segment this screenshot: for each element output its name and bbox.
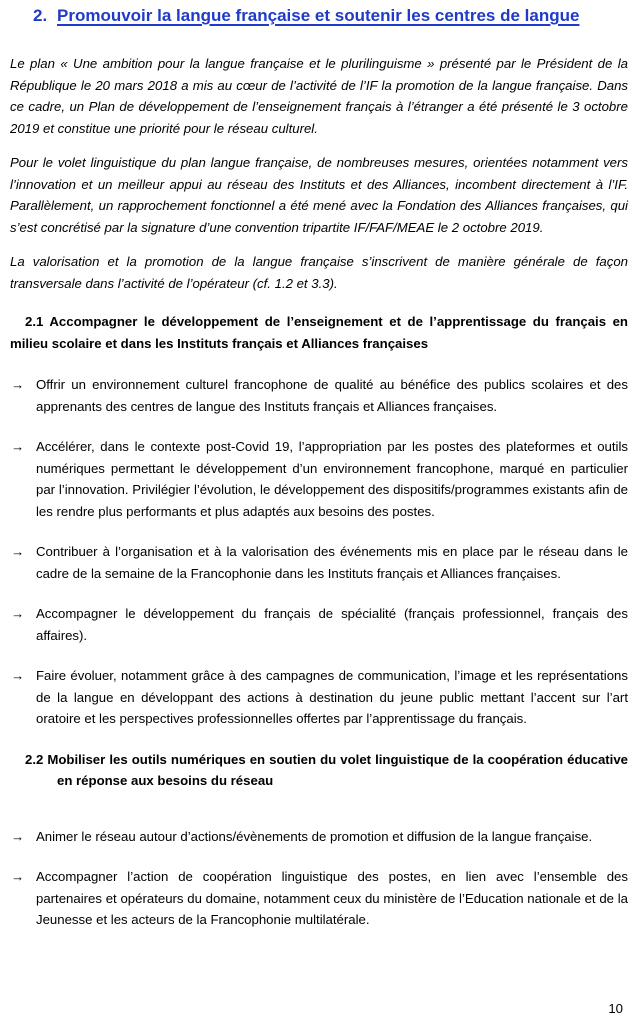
arrow-bullet-icon: → xyxy=(11,439,25,454)
list-item-text: Faire évoluer, notamment grâce à des campagnes de communication, l’image et les représentations de la langue en développant des actions à destination du jeune public mettant l’accent sur l’art oratoire et les perspectives professionnelles offertes par l’apprentissage du français. xyxy=(36,668,628,726)
list-item xyxy=(10,541,628,584)
subsection-title-2-1: 2.1 Accompagner le développement de l’enseignement et de l’apprentissage du français en milieu scolaire et dans les Instituts français et Alliances françaises xyxy=(10,314,628,351)
list-item xyxy=(10,826,628,848)
chapter-heading xyxy=(10,2,628,29)
list-item-text: Accompagner l’action de coopération linguistique des postes, en lien avec l’ensemble des partenaires et opérateurs du domaine, notamment ceux du ministère de l’Education nationale et de la Jeunesse et les acteurs de la Francophonie multilatérale. xyxy=(36,869,628,927)
list-item-text: Animer le réseau autour d’actions/évènements de promotion et diffusion de la langue française. xyxy=(36,828,593,844)
intro-paragraph-1: Le plan « Une ambition pour la langue française et le plurilinguisme » présenté par le Président de la République le 20 mars 2018 a mis au cœur de l’activité de l’IF la promotion de la langue française. Dans ce cadre, un Plan de développement de l’enseignement français à l’étranger a été présenté le 3 octobre 2019 et constitue une priorité pour le réseau culturel. xyxy=(10,56,628,136)
arrow-bullet-icon: → xyxy=(11,869,25,884)
intro-paragraph-3: La valorisation et la promotion de la langue française s’inscrivent de manière générale de façon transversale dans l’activité de l’opérateur (cf. 1.2 et 3.3). xyxy=(10,254,628,291)
arrow-bullet-icon: → xyxy=(11,828,25,844)
list-item-text: Offrir un environnement culturel francophone de qualité au bénéfice des publics scolaires et des apprenants des centres de langue des Instituts français et Alliances françaises. xyxy=(36,377,628,414)
list-item xyxy=(10,436,628,522)
arrow-bullet-icon: → xyxy=(11,606,25,621)
list-item xyxy=(10,374,628,417)
page-number: 10 xyxy=(608,1000,623,1016)
subsection-title-2-2: 2.2 Mobiliser les outils numériques en soutien du volet linguistique de la coopération éducative en réponse aux besoins du réseau xyxy=(25,751,628,788)
chapter-heading-title: Promouvoir la langue française et soutenir les centres de langue xyxy=(57,6,580,25)
list-item xyxy=(10,866,628,931)
list-item-text: Accélérer, dans le contexte post-Covid 19, l’appropriation par les postes des plateformes et outils numériques permettant le développement d’un environnement francophone, marqué en particulier par l’innovation. Privilégier l’évolution, le développement des dispositifs/programmes existants afin de les rendre plus performants et plus adaptés aux besoins des postes. xyxy=(36,439,628,519)
arrow-bullet-icon: → xyxy=(11,668,25,683)
arrow-bullet-icon: → xyxy=(11,377,25,392)
chapter-heading-number: 2. xyxy=(33,6,48,25)
list-item xyxy=(10,603,628,646)
list-item-text: Accompagner le développement du français de spécialité (français professionnel, français des affaires). xyxy=(36,606,628,643)
list-item-text: Contribuer à l’organisation et à la valorisation des événements mis en place par le réseau dans le cadre de la semaine de la Francophonie dans les Instituts français et Alliances françaises. xyxy=(36,544,628,581)
arrow-bullet-icon: → xyxy=(11,544,25,559)
intro-paragraph-2: Pour le volet linguistique du plan langue française, de nombreuses mesures, orientées notamment vers l’innovation et un meilleur appui au réseau des Instituts et des Alliances, incombent directement à l’IF. Parallèlement, un rapprochement fonctionnel a été mené avec la Fondation des Alliances françaises, qui s’est concrétisé par la signature d’une convention tripartite IF/FAF/MEAE le 2 octobre 2019. xyxy=(10,155,628,235)
list-item xyxy=(10,665,628,730)
